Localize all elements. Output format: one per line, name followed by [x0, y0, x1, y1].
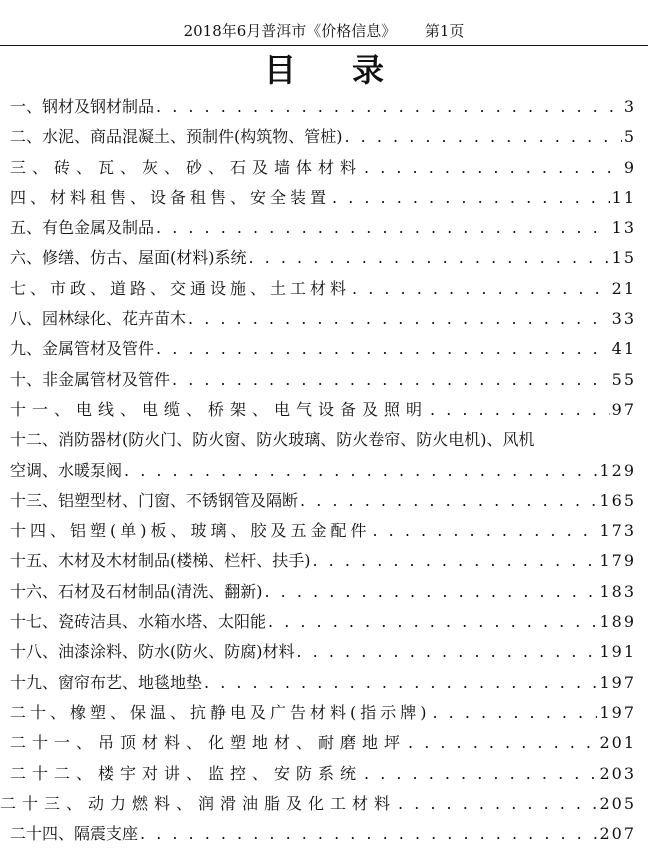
toc-dot-leader [140, 819, 597, 849]
toc-entry[interactable] [10, 668, 636, 698]
toc-dot-leader [345, 122, 622, 152]
page-title: 目录 [263, 51, 440, 89]
toc-entry-page: 197 [599, 702, 636, 722]
toc-entry-page: 191 [599, 642, 636, 662]
toc-entry[interactable] [10, 183, 636, 213]
toc-dot-leader [204, 668, 597, 698]
toc-entry-page: 5 [623, 127, 636, 147]
toc-entry-page: 33 [611, 309, 636, 329]
toc-entry-page: 183 [599, 581, 636, 601]
toc-entry-label: 十五、木材及木材制品(楼梯、栏杆、扶手) [10, 551, 311, 571]
toc-entry-page: 3 [623, 97, 636, 116]
toc-entry-label: 七、市政、道路、交通设施、土工材料 [10, 278, 351, 298]
toc-entry-page: 189 [599, 612, 636, 632]
toc-entry-label: 空调、水暖泵阀 [10, 460, 123, 480]
toc-entry-page: 21 [611, 278, 636, 298]
toc-entry-continuation[interactable] [10, 456, 636, 486]
toc-dot-leader [373, 516, 598, 546]
toc-entry[interactable] [10, 546, 636, 576]
toc-dot-leader [364, 153, 622, 183]
toc-entry[interactable] [10, 759, 636, 789]
toc-dot-leader [172, 365, 610, 395]
toc-dot-leader [188, 304, 610, 334]
toc-entry[interactable] [10, 213, 636, 243]
toc-dot-leader [124, 456, 597, 486]
toc-entry[interactable] [10, 698, 636, 728]
toc-entry-page: 9 [623, 157, 636, 177]
toc-entry-label: 二十四、隔震支座 [10, 824, 139, 844]
toc-entry[interactable] [10, 637, 636, 667]
toc-dot-leader [352, 274, 610, 304]
page-header [0, 22, 648, 40]
header-page-number: 第1页 [424, 22, 465, 40]
toc-entry-label: 六、修缮、仿古、屋面(材料)系统 [10, 248, 247, 268]
toc-entry-label: 四、材料租售、设备租售、安全装置 [10, 187, 331, 207]
toc-entry[interactable] [10, 819, 636, 849]
toc-dot-leader [249, 243, 610, 273]
toc-entry-label: 十六、石材及石材制品(清洗、翻新) [10, 581, 263, 601]
table-of-contents [0, 92, 636, 849]
toc-entry[interactable] [10, 577, 636, 607]
toc-entry[interactable] [10, 274, 636, 304]
toc-entry-page: 197 [599, 672, 636, 692]
toc-entry[interactable] [10, 153, 636, 183]
toc-dot-leader [433, 698, 598, 728]
toc-entry-page: 11 [611, 187, 636, 207]
toc-dot-leader [156, 92, 622, 122]
toc-entry-page: 41 [611, 339, 636, 359]
toc-entry-page: 201 [599, 733, 636, 753]
toc-entry-label: 十一、电线、电缆、桥架、电气设备及照明 [10, 399, 429, 419]
toc-entry-page: 15 [611, 248, 636, 268]
toc-entry-label: 二十二、楼宇对讲、监控、安防系统 [10, 763, 363, 783]
header-divider [0, 45, 648, 46]
toc-entry-label: 八、园林绿化、花卉苗木 [10, 309, 187, 329]
toc-entry[interactable] [10, 486, 636, 516]
toc-entry-page: 97 [611, 399, 636, 419]
toc-entry-page: 205 [599, 793, 636, 813]
toc-entry-page: 203 [599, 763, 636, 783]
toc-entry[interactable] [10, 334, 636, 364]
toc-entry-label: 二十、橡塑、保温、抗静电及广告材料(指示牌) [10, 702, 431, 722]
toc-dot-leader [398, 789, 597, 819]
toc-entry[interactable] [10, 304, 636, 334]
toc-entry-page: 129 [599, 460, 636, 480]
toc-dot-leader [430, 395, 610, 425]
toc-entry[interactable] [10, 395, 636, 425]
toc-entry-label: 三、砖、瓦、灰、砂、石及墙体材料 [10, 157, 363, 177]
toc-entry-label: 一、钢材及钢材制品 [10, 97, 155, 116]
toc-entry-label: 五、有色金属及制品 [10, 218, 155, 238]
toc-entry[interactable] [10, 92, 636, 122]
toc-dot-leader [332, 183, 610, 213]
toc-entry[interactable] [10, 122, 636, 152]
toc-entry-page: 13 [611, 218, 636, 238]
toc-entry[interactable] [10, 607, 636, 637]
toc-entry[interactable] [10, 516, 636, 546]
toc-entry[interactable] [10, 243, 636, 273]
toc-dot-leader [156, 334, 610, 364]
toc-entry-label: 九、金属管材及管件 [10, 339, 155, 359]
toc-dot-leader [300, 486, 597, 516]
toc-entry-label: 十四、铝塑(单)板、玻璃、胶及五金配件 [10, 521, 371, 541]
toc-entry[interactable] [0, 789, 636, 819]
toc-entry-label: 二、水泥、商品混凝土、预制件(构筑物、管桩) [10, 127, 343, 147]
toc-dot-leader [265, 577, 598, 607]
toc-dot-leader [268, 607, 597, 637]
toc-entry-label: 十八、油漆涂料、防水(防火、防腐)材料 [10, 642, 295, 662]
toc-entry[interactable] [10, 365, 636, 395]
toc-dot-leader [408, 728, 597, 758]
toc-dot-leader [313, 546, 598, 576]
toc-dot-leader [297, 637, 598, 667]
toc-entry-label: 十三、铝塑型材、门窗、不锈钢管及隔断 [10, 490, 299, 510]
header-text: 2018年6月普洱市《价格信息》 [183, 22, 397, 40]
toc-entry[interactable] [10, 728, 636, 758]
toc-entry-page: 207 [599, 824, 636, 844]
toc-entry-label: 十九、窗帘布艺、地毯地垫 [10, 672, 203, 692]
toc-entry-label: 十、非金属管材及管件 [10, 369, 171, 389]
toc-entry-label: 二十一、吊顶材料、化塑地材、耐磨地坪 [10, 733, 407, 753]
toc-entry-first-line[interactable] [10, 425, 636, 455]
toc-entry-page: 165 [599, 490, 636, 510]
toc-entry-label: 十二、消防器材(防火门、防火窗、防火玻璃、防火卷帘、防火电机)、风机 [10, 430, 535, 450]
toc-entry-page: 179 [599, 551, 636, 571]
toc-dot-leader [156, 213, 610, 243]
toc-entry-page: 55 [611, 369, 636, 389]
toc-entry-label: 十七、瓷砖洁具、水箱水塔、太阳能 [10, 612, 267, 632]
toc-dot-leader [364, 759, 597, 789]
toc-entry-label: 二十三、动力燃料、润滑油脂及化工材料 [0, 793, 397, 813]
toc-entry-page: 173 [599, 521, 636, 541]
